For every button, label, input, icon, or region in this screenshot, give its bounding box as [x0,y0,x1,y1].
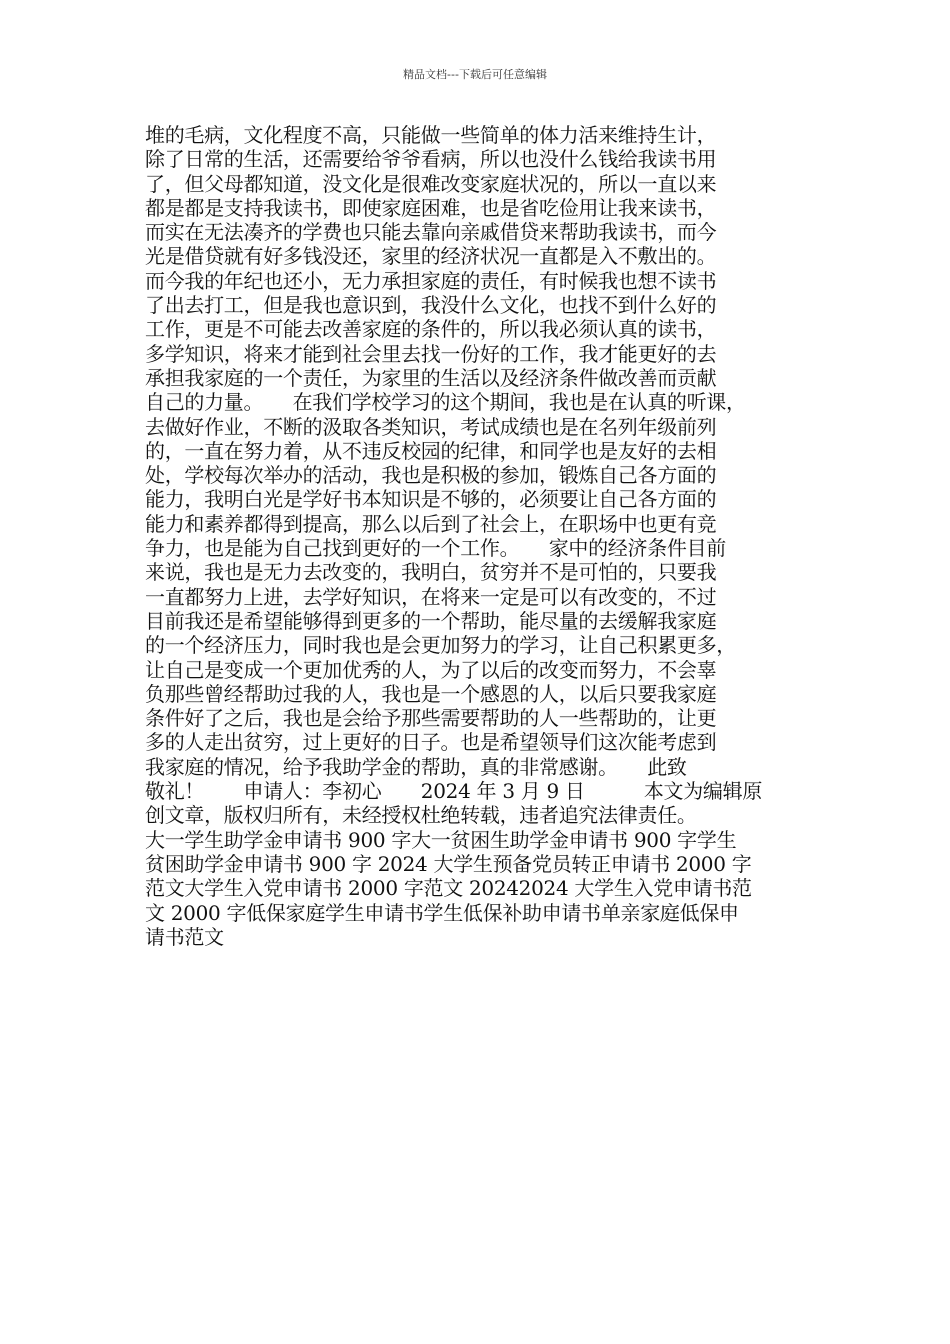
body-line: 多学知识，将来才能到社会里去找一份好的工作，我才能更好的去 [145,341,717,366]
body-line: 承担我家庭的一个责任，为家里的生活以及经济条件做改善而贡献 [145,365,717,390]
body-line: 的一个经济压力，同时我也是会更加努力的学习，让自己积累更多， [145,633,736,658]
page-header: 精品文档---下载后可任意编辑 [403,68,547,81]
body-line: 了出去打工，但是我也意识到，我没什么文化，也找不到什么好的 [145,293,717,318]
body-line: 大一学生助学金申请书 900 字大一贫困生助学金申请书 900 字学生 [145,827,737,852]
body-line: 范文大学生入党申请书 2000 字范文 20242024 大学生入党申请书范 [145,876,752,901]
body-line: 能力，我明白光是学好书本知识是不够的，必须要让自己各方面的 [145,487,717,512]
body-line: 除了日常的生活，还需要给爷爷看病，所以也没什么钱给我读书用 [145,147,717,172]
body-line: 一直都努力上进，去学好知识，在将来一定是可以有改变的，不过 [145,584,717,609]
document-body [145,123,825,949]
body-line: 文 2000 字低保家庭学生申请书学生低保补助申请书单亲家庭低保申 [145,900,739,925]
body-line: 去做好作业，不断的汲取各类知识，考试成绩也是在名列年级前列 [145,414,717,439]
body-line: 多的人走出贫穷，过上更好的日子。也是希望领导们这次能考虑到 [145,730,717,755]
body-line: 我家庭的情况，给予我助学金的帮助，真的非常感谢。 此致 [145,754,687,779]
body-line: 条件好了之后，我也是会给予那些需要帮助的人一些帮助的，让更 [145,706,717,731]
body-line: 的，一直在努力着，从不违反校园的纪律，和同学也是友好的去相 [145,438,717,463]
body-line: 来说，我也是无力去改变的，我明白，贫穷并不是可怕的，只要我 [145,560,717,585]
body-line: 能力和素养都得到提高，那么以后到了社会上，在职场中也更有竞 [145,511,717,536]
body-line: 争力，也是能为自己找到更好的一个工作。 家中的经济条件目前 [145,536,726,561]
body-line: 自己的力量。 在我们学校学习的这个期间，我也是在认真的听课， [145,390,746,415]
body-line: 处，学校每次举办的活动，我也是积极的参加，锻炼自己各方面的 [145,463,717,488]
body-line: 都是都是支持我读书，即使家庭困难，也是省吃俭用让我来读书， [145,195,717,220]
body-line: 而今我的年纪也还小，无力承担家庭的责任，有时候我也想不读书 [145,268,717,293]
body-line: 创文章，版权归所有，未经授权杜绝转载，违者追究法律责任。 [145,803,697,828]
body-line: 光是借贷就有好多钱没还，家里的经济状况一直都是入不敷出的。 [145,244,717,269]
body-line: 目前我还是希望能够得到更多的一个帮助，能尽量的去缓解我家庭 [145,608,717,633]
body-line: 负那些曾经帮助过我的人，我也是一个感恩的人，以后只要我家庭 [145,681,717,706]
body-line: 敬礼！ 申请人：李初心 2024 年 3 月 9 日 本文为编辑原 [145,779,763,804]
body-line: 请书范文 [145,924,224,949]
body-line: 了，但父母都知道，没文化是很难改变家庭状况的，所以一直以来 [145,171,717,196]
body-line: 贫困助学金申请书 900 字 2024 大学生预备党员转正申请书 2000 字 [145,851,752,876]
body-line: 工作，更是不可能去改善家庭的条件的，所以我必须认真的读书， [145,317,717,342]
body-line: 让自己是变成一个更加优秀的人，为了以后的改变而努力，不会辜 [145,657,717,682]
body-line: 堆的毛病，文化程度不高，只能做一些简单的体力活来维持生计， [145,123,717,147]
body-line: 而实在无法凑齐的学费也只能去靠向亲戚借贷来帮助我读书，而今 [145,220,717,245]
